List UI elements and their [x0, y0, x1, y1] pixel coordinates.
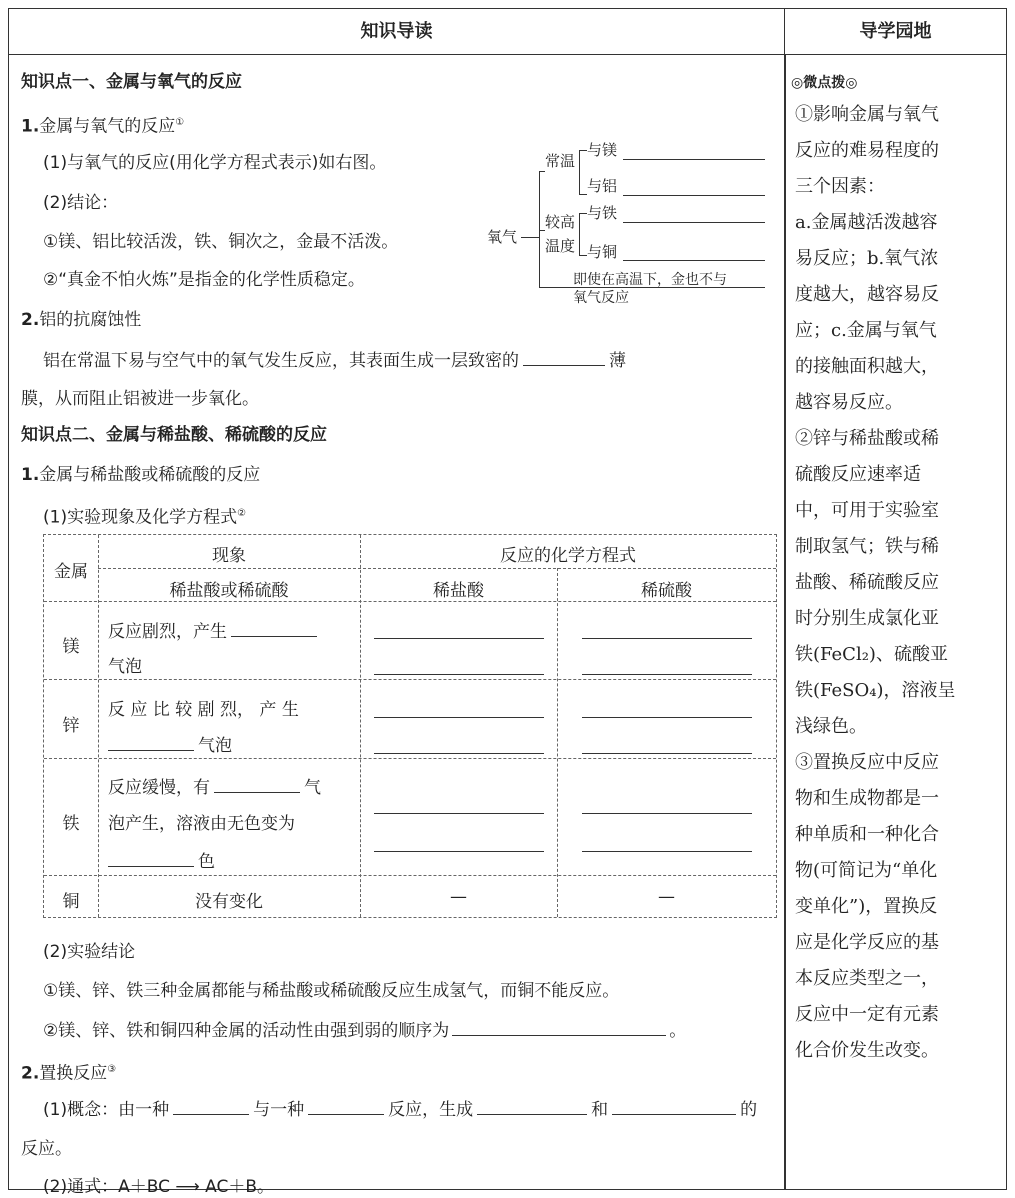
- kp2-s1-text: 金属与稀盐酸或稀硫酸的反应: [39, 465, 261, 485]
- mg-phen-b: 气泡: [108, 657, 142, 677]
- kp1-line1: (1)与氧气的反应(用化学方程式表示)如右图。: [43, 153, 387, 173]
- blank-zn-h2so4-eq-2[interactable]: [582, 753, 752, 754]
- diagram-line: [579, 194, 587, 195]
- kp2-line4: ②镁、锌、铁和铜四种金属的活动性由强到弱的顺序为 。: [43, 1021, 687, 1041]
- table-rule: [557, 568, 558, 917]
- footnote-mark-2: ②: [237, 508, 247, 519]
- blank-mg-hcl-eq-2[interactable]: [374, 674, 544, 675]
- metal-zn: 锌: [62, 716, 80, 736]
- side-note-line: 反应中一定有元素: [795, 1004, 939, 1025]
- side-note-line: 化合价发生改变。: [795, 1040, 939, 1061]
- header-knowledge-guide: 知识导读: [9, 9, 785, 55]
- side-note-line: ③置换反应中反应: [795, 752, 939, 773]
- diagram-line: [539, 171, 540, 287]
- diagram-high-temp-1: 较高: [545, 213, 576, 231]
- diagram-with-fe: 与铁: [587, 204, 618, 222]
- kp2-s1-num: 1.: [21, 465, 40, 485]
- kp2-line7: (2)通式：A＋BC ⟶ AC＋B。: [43, 1177, 274, 1197]
- blank-fe-h2so4-eq[interactable]: [582, 813, 752, 814]
- blank-product-1[interactable]: [477, 1098, 587, 1115]
- side-note-line: 硫酸反应速率适: [795, 464, 921, 485]
- blank-substance-2[interactable]: [308, 1098, 384, 1115]
- side-note-line: 种单质和一种化合: [795, 824, 939, 845]
- metal-cu: 铜: [62, 892, 80, 912]
- worksheet-page: [8, 8, 1007, 1197]
- blank-eq-cu[interactable]: [623, 260, 765, 261]
- side-note-line: 三个因素：: [795, 176, 885, 197]
- kp1-line4: ②“真金不怕火炼”是指金的化学性质稳定。: [43, 270, 365, 290]
- footnote-mark-3: ③: [107, 1064, 117, 1075]
- column-divider: [784, 54, 786, 1189]
- blank-mg-h2so4-eq-2[interactable]: [582, 674, 752, 675]
- blank-mg-hcl-eq[interactable]: [374, 638, 544, 639]
- diagram-note-2: 氧气反应: [573, 290, 629, 306]
- diagram-line: [579, 150, 580, 194]
- side-note-line: 制取氢气；铁与稀: [795, 536, 939, 557]
- th-metal: 金属: [54, 562, 88, 582]
- blank-zn-hcl-eq-2[interactable]: [374, 753, 544, 754]
- blank-oxide-film[interactable]: [523, 349, 605, 366]
- side-notes: [795, 97, 1000, 1069]
- side-note-line: a.金属越活泼越容: [795, 212, 938, 233]
- footnote-mark-1: ①: [175, 117, 185, 128]
- metal-fe: 铁: [62, 814, 80, 834]
- side-note-line: 反应的难易程度的: [795, 140, 939, 161]
- table-rule: [44, 758, 776, 759]
- side-note-line: 变单化”)，置换反: [795, 896, 938, 917]
- blank-activity-order[interactable]: [452, 1019, 666, 1036]
- side-note-line: 应是化学反应的基: [795, 932, 939, 953]
- cu-phen: 没有变化: [195, 892, 263, 912]
- table-rule: [44, 679, 776, 680]
- diagram-high-temp-2: 温度: [545, 237, 576, 255]
- kp2-line6: 反应。: [21, 1139, 72, 1159]
- side-note-line: 铁(FeSO₄)，溶液呈: [795, 680, 956, 701]
- blank-substance-1[interactable]: [173, 1098, 249, 1115]
- diagram-note-1: 即使在高温下，金也不与: [573, 272, 727, 288]
- blank-fe-gas[interactable]: [214, 776, 300, 793]
- kp1-section1: [21, 112, 184, 138]
- kp2-section1: [21, 464, 260, 486]
- blank-fe-hcl-eq-2[interactable]: [374, 851, 544, 852]
- side-note-line: 越容易反应。: [795, 392, 903, 413]
- kp1-line3: ①镁、铝比较活泼，铁、铜次之，金最不活泼。: [43, 232, 399, 252]
- blank-zn-hcl-eq[interactable]: [374, 717, 544, 718]
- side-note-line: 物和生成物都是一: [795, 788, 939, 809]
- cu-hcl: —: [450, 887, 467, 907]
- kp2-section2: [21, 1059, 116, 1085]
- diagram-normal-temp: 常温: [545, 152, 576, 170]
- blank-fe-color[interactable]: [108, 850, 194, 867]
- cu-h2so4: —: [658, 887, 675, 907]
- side-note-line: 物(可简记为“单化: [795, 860, 938, 881]
- kp2-s2-text: 置换反应: [39, 1063, 108, 1084]
- side-note-line: 易反应；b.氧气浓: [795, 248, 939, 269]
- kp1-line2: (2)结论：: [43, 193, 119, 213]
- side-note-line: 盐酸、稀硫酸反应: [795, 572, 939, 593]
- experiment-table: [43, 534, 777, 918]
- mg-phen-a: 反应剧烈，产生: [108, 617, 317, 642]
- kp2-line5: (1)概念：由一种 与一种 反应，生成 和 的: [43, 1100, 758, 1120]
- kp1-line5: 铝在常温下易与空气中的氧气发生反应，其表面生成一层致密的 薄: [43, 351, 626, 371]
- zn-phen-b: 气泡: [108, 731, 232, 756]
- tip-tag: ◎微点拨◎: [791, 75, 858, 91]
- th-equation: 反应的化学方程式: [500, 546, 636, 566]
- kp1-s1-num: 1.: [21, 116, 40, 137]
- side-note-line: ②锌与稀盐酸或稀: [795, 428, 939, 449]
- metal-mg: 镁: [62, 637, 80, 657]
- table-rule: [98, 568, 776, 569]
- diagram-line: [579, 213, 580, 255]
- diagram-line: [579, 213, 587, 214]
- diagram-with-al: 与铝: [587, 177, 618, 195]
- kp2-line3: ①镁、锌、铁三种金属都能与稀盐酸或稀硫酸反应生成氢气，而铜不能反应。: [43, 981, 620, 1001]
- blank-fe-hcl-eq[interactable]: [374, 813, 544, 814]
- zn-phen-a: 反 应 比 较 剧 烈， 产 生: [108, 700, 299, 720]
- side-note-line: 本反应类型之一，: [795, 968, 939, 989]
- kp2-line2: (2)实验结论: [43, 942, 136, 962]
- kp1-title: 知识点一、金属与氧气的反应: [21, 72, 242, 92]
- side-note-line: 时分别生成氯化亚: [795, 608, 939, 629]
- side-note-line: 中，可用于实验室: [795, 500, 939, 521]
- side-note-line: 的接触面积越大，: [795, 356, 939, 377]
- table-rule: [44, 875, 776, 876]
- th-hcl: 稀盐酸: [433, 581, 484, 601]
- diagram-root-oxygen: 氧气: [487, 228, 518, 246]
- blank-eq-al[interactable]: [623, 195, 765, 196]
- kp2-title: 知识点二、金属与稀盐酸、稀硫酸的反应: [21, 425, 327, 445]
- th-phenomenon: 现象: [212, 546, 246, 566]
- diagram-line: [521, 237, 539, 238]
- blank-mg-gas[interactable]: [231, 620, 317, 637]
- blank-mg-h2so4-eq[interactable]: [582, 638, 752, 639]
- side-note-line: ①影响金属与氧气: [795, 104, 939, 125]
- blank-zn-h2so4-eq[interactable]: [582, 717, 752, 718]
- kp2-s2-num: 2.: [21, 1063, 40, 1084]
- kp2-line1: (1)实验现象及化学方程式②: [43, 507, 247, 528]
- th-h2so4: 稀硫酸: [641, 581, 692, 601]
- blank-zn-gas[interactable]: [108, 734, 194, 751]
- blank-eq-mg[interactable]: [623, 159, 765, 160]
- blank-fe-h2so4-eq-2[interactable]: [582, 851, 752, 852]
- kp1-section2: [21, 309, 141, 331]
- blank-product-2[interactable]: [612, 1098, 736, 1115]
- diagram-line: [579, 255, 587, 256]
- side-note-line: 度越大，越容易反: [795, 284, 939, 305]
- header-study-garden: 导学园地: [785, 9, 1006, 55]
- side-note-line: 浅绿色。: [795, 716, 867, 737]
- side-note-line: 铁(FeCl₂)、硫酸亚: [795, 644, 948, 665]
- diagram-with-mg: 与镁: [587, 141, 618, 159]
- blank-eq-fe[interactable]: [623, 222, 765, 223]
- kp1-line6: 膜，从而阻止铝被进一步氧化。: [21, 389, 259, 409]
- kp1-s2-num: 2.: [21, 310, 40, 330]
- fe-phen-b: 泡产生，溶液由无色变为: [108, 814, 295, 834]
- side-note-line: 应；c.金属与氧气: [795, 320, 937, 341]
- kp1-s2-text: 铝的抗腐蚀性: [39, 310, 142, 330]
- fe-phen-c: 色: [108, 847, 215, 872]
- diagram-with-cu: 与铜: [587, 243, 618, 261]
- fe-phen-a: 反应缓慢，有 气: [108, 778, 321, 798]
- th-acid: 稀盐酸或稀硫酸: [169, 581, 289, 601]
- diagram-line: [579, 150, 587, 151]
- kp1-s1-text: 金属与氧气的反应: [39, 116, 176, 137]
- table-rule: [44, 601, 776, 602]
